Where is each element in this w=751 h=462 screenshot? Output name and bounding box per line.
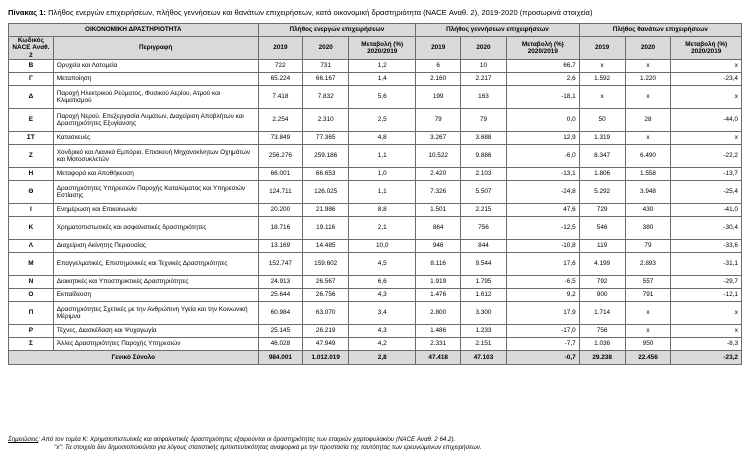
row-active-2020: 66.653 [303,168,349,181]
row-births-2020: 2.217 [461,73,507,86]
row-deaths-2020: 28 [625,109,671,132]
header-births-change: Μεταβολή (%) 2020/2019 [506,37,579,60]
row-births-change: 12,9 [506,132,579,145]
row-active-2019: 152.747 [258,253,303,276]
row-deaths-2019: 756 [579,325,625,338]
row-active-2019: 7.418 [258,86,303,109]
row-deaths-change: -12,1 [671,289,742,302]
row-active-change: 2,1 [349,217,416,240]
table-row [9,338,742,351]
row-births-2019: 946 [416,240,461,253]
row-deaths-2019: 792 [579,276,625,289]
row-code: Ρ [9,325,54,338]
row-deaths-2019: 119 [579,240,625,253]
row-births-change: -7,7 [506,338,579,351]
row-code: Ζ [9,145,54,168]
row-births-2019: 1.501 [416,204,461,217]
row-active-2019: 124.711 [258,181,303,204]
header-births: Πλήθος γεννήσεων επιχειρήσεων [416,24,579,37]
row-deaths-2019: 1.036 [579,338,625,351]
row-active-change: 4,3 [349,325,416,338]
row-active-change: 4,8 [349,132,416,145]
row-description: Χονδρικό και Λιανικό Εμπόριο. Επισκευή Μηχανοκίνητων Οχημάτων και Μοτοσυκλετών [53,145,258,168]
header-deaths-change: Μεταβολή (%) 2020/2019 [671,37,742,60]
row-deaths-change: -22,2 [671,145,742,168]
row-deaths-2019: x [579,60,625,73]
row-births-2020: 9.886 [461,145,507,168]
row-deaths-2020: 950 [625,338,671,351]
row-deaths-change: x [671,302,742,325]
row-deaths-change: -30,4 [671,217,742,240]
total-label: Γενικό Σύνολο [9,351,259,365]
row-description: Παροχή Ηλεκτρικού Ρεύματος, Φυσικού Αερίου, Ατμού και Κλιματισμού [53,86,258,109]
note-line-2: "x": Τα στοιχεία δεν δημοσιοποιούνται για λόγους στατιστικής εμπιστευτικότητας αναφορικά με την προστασία της ταυτότητας των ερευνώμενων επιχειρήσεων. [54,444,482,452]
row-active-change: 10,0 [349,240,416,253]
row-deaths-2020: 3.948 [625,181,671,204]
row-deaths-2019: 5.292 [579,181,625,204]
table-row [9,73,742,86]
row-description: Εκπαίδευση [53,289,258,302]
row-active-2019: 18.716 [258,217,303,240]
total-active-change: 2,8 [349,351,416,365]
row-deaths-2020: 1.220 [625,73,671,86]
row-code: Π [9,302,54,325]
row-births-change: -18,1 [506,86,579,109]
row-births-2019: 7.326 [416,181,461,204]
row-code: Γ [9,73,54,86]
row-active-2019: 256.276 [258,145,303,168]
row-code: Ε [9,109,54,132]
row-deaths-2020: x [625,86,671,109]
row-births-2020: 163 [461,86,507,109]
table-caption [8,8,748,17]
row-births-2020: 9.544 [461,253,507,276]
row-active-2019: 66.001 [258,168,303,181]
total-row [9,351,742,365]
row-deaths-2019: 1.714 [579,302,625,325]
row-deaths-change: -23,4 [671,73,742,86]
header-deaths-2019: 2019 [579,37,625,60]
row-births-2019: 199 [416,86,461,109]
row-active-2020: 26.567 [303,276,349,289]
row-description: Δραστηριότητες Υπηρεσιών Παροχής Καταλύματος και Υπηρεσιών Εστίασης [53,181,258,204]
header-activity: ΟΙΚΟΝΟΜΙΚΗ ΔΡΑΣΤΗΡΙΟΤΗΤΑ [9,24,259,37]
row-births-2020: 2.151 [461,338,507,351]
row-code: Δ [9,86,54,109]
row-deaths-change: -44,0 [671,109,742,132]
row-deaths-change: -13,7 [671,168,742,181]
row-births-2020: 756 [461,217,507,240]
row-active-2020: 126.025 [303,181,349,204]
caption-prefix: Πίνακας 1: [8,8,46,17]
row-deaths-2019: 1.806 [579,168,625,181]
row-code: Ι [9,204,54,217]
row-description: Τέχνες, Διασκέδαση και Ψυχαγωγία [53,325,258,338]
row-deaths-change: x [671,132,742,145]
row-description: Μεταφορά και Αποθήκευση [53,168,258,181]
row-deaths-2020: 430 [625,204,671,217]
row-deaths-change: -41,0 [671,204,742,217]
row-code: Ν [9,276,54,289]
row-active-change: 1,2 [349,60,416,73]
row-deaths-change: -25,4 [671,181,742,204]
header-deaths: Πλήθος θανάτων επιχειρήσεων [579,24,741,37]
table-row [9,289,742,302]
row-active-2020: 66.167 [303,73,349,86]
row-births-2019: 2.160 [416,73,461,86]
table-body [9,60,742,351]
row-active-change: 1,1 [349,181,416,204]
row-births-change: -10,8 [506,240,579,253]
total-births-change: -0,7 [506,351,579,365]
table-row [9,276,742,289]
row-births-2020: 2.215 [461,204,507,217]
row-active-2019: 722 [258,60,303,73]
row-births-change: -6,0 [506,145,579,168]
table-row [9,60,742,73]
row-deaths-2019: 546 [579,217,625,240]
row-code: Σ [9,338,54,351]
row-active-2019: 2.254 [258,109,303,132]
row-code: Η [9,168,54,181]
row-active-2019: 60.984 [258,302,303,325]
row-active-change: 6,6 [349,276,416,289]
row-code: Θ [9,181,54,204]
row-births-change: 2,6 [506,73,579,86]
row-births-2020: 2.103 [461,168,507,181]
row-active-change: 4,3 [349,289,416,302]
row-births-2019: 1.919 [416,276,461,289]
row-description: Χρηματοπιστωτικές και ασφαλιστικές δραστηριότητες [53,217,258,240]
table-row [9,132,742,145]
row-deaths-2019: 900 [579,289,625,302]
row-deaths-change: x [671,60,742,73]
row-births-2020: 5.507 [461,181,507,204]
header-births-2019: 2019 [416,37,461,60]
row-active-change: 1,0 [349,168,416,181]
row-description: Ορυχεία και Λατομεία [53,60,258,73]
header-deaths-2020: 2020 [625,37,671,60]
row-active-change: 4,2 [349,338,416,351]
row-deaths-2020: x [625,132,671,145]
row-deaths-2020: 1.558 [625,168,671,181]
row-births-2020: 10 [461,60,507,73]
note-line-1 [8,436,748,444]
row-births-change: 0,0 [506,109,579,132]
row-deaths-2019: 1.319 [579,132,625,145]
row-active-2019: 73.849 [258,132,303,145]
row-births-change: -24,8 [506,181,579,204]
header-row-columns [9,37,742,60]
row-code: Λ [9,240,54,253]
total-active-2020: 1.012.019 [303,351,349,365]
row-description: Δραστηριότητες Σχετικές με την Ανθρώπινη Υγεία και την Κοινωνική Μέριμνα [53,302,258,325]
row-births-2019: 8.116 [416,253,461,276]
row-deaths-2020: 557 [625,276,671,289]
total-deaths-change: -23,2 [671,351,742,365]
row-deaths-2020: x [625,325,671,338]
row-births-2019: 2.420 [416,168,461,181]
row-active-2020: 14.485 [303,240,349,253]
row-births-2019: 2.331 [416,338,461,351]
row-description: Διοικητικές και Υποστηρικτικές Δραστηριότητες [53,276,258,289]
row-births-2020: 1.233 [461,325,507,338]
row-births-2019: 10.522 [416,145,461,168]
row-deaths-2019: 729 [579,204,625,217]
total-deaths-2020: 22.456 [625,351,671,365]
row-code: Κ [9,217,54,240]
row-births-2019: 1.476 [416,289,461,302]
row-births-change: 17,9 [506,302,579,325]
row-description: Παροχή Νερού. Επεξεργασία Λυμάτων, Διαχείριση Αποβλήτων και Δραστηριότητες Εξυγίανσης [53,109,258,132]
row-deaths-change: x [671,86,742,109]
row-deaths-2019: x [579,86,625,109]
row-births-2019: 1.486 [416,325,461,338]
row-active-change: 5,6 [349,86,416,109]
header-code: Κωδικός NACE Αναθ. 2 [9,37,54,60]
table-row [9,168,742,181]
row-births-2020: 1.612 [461,289,507,302]
table-row [9,204,742,217]
table-row [9,253,742,276]
row-active-change: 1,4 [349,73,416,86]
row-code: Β [9,60,54,73]
total-active-2019: 984.001 [258,351,303,365]
row-deaths-2020: x [625,60,671,73]
row-description: Επαγγελματικές, Επιστημονικές και Τεχνικές Δραστηριότητες [53,253,258,276]
row-active-2020: 63.070 [303,302,349,325]
row-births-change: 9,2 [506,289,579,302]
notes-label: Σημειώσεις [8,436,39,443]
row-description: Ενημέρωση και Επικοινωνία [53,204,258,217]
row-births-change: 17,6 [506,253,579,276]
row-deaths-2020: 6.490 [625,145,671,168]
row-active-change: 8,8 [349,204,416,217]
header-active-2019: 2019 [258,37,303,60]
table-row [9,109,742,132]
row-active-2020: 7.832 [303,86,349,109]
table-row [9,325,742,338]
row-births-change: 47,6 [506,204,579,217]
row-births-2020: 3.688 [461,132,507,145]
row-deaths-2020: 380 [625,217,671,240]
row-births-2019: 864 [416,217,461,240]
table-row [9,86,742,109]
row-births-change: -17,0 [506,325,579,338]
row-active-2020: 731 [303,60,349,73]
row-description: Μεταποίηση [53,73,258,86]
row-active-2020: 26.756 [303,289,349,302]
row-deaths-2020: 79 [625,240,671,253]
table-row [9,217,742,240]
row-births-change: -6,5 [506,276,579,289]
row-deaths-2020: 2.893 [625,253,671,276]
row-active-2020: 159.602 [303,253,349,276]
row-code: Μ [9,253,54,276]
table-notes [8,436,748,453]
row-births-2020: 79 [461,109,507,132]
total-births-2019: 47.418 [416,351,461,365]
row-births-change: -13,1 [506,168,579,181]
total-births-2020: 47.103 [461,351,507,365]
row-births-2019: 3.267 [416,132,461,145]
header-active-change: Μεταβολή (%) 2020/2019 [349,37,416,60]
row-births-2019: 79 [416,109,461,132]
row-active-2020: 2.310 [303,109,349,132]
row-active-2020: 21.986 [303,204,349,217]
row-active-change: 3,4 [349,302,416,325]
row-births-change: -12,5 [506,217,579,240]
row-active-2019: 13.169 [258,240,303,253]
row-active-change: 2,5 [349,109,416,132]
row-deaths-2019: 4.199 [579,253,625,276]
header-active-2020: 2020 [303,37,349,60]
table-row [9,181,742,204]
header-active-enterprises: Πλήθος ενεργών επιχειρήσεων [258,24,416,37]
row-active-2019: 25.644 [258,289,303,302]
row-code: Ο [9,289,54,302]
header-description: Περιγραφή [53,37,258,60]
row-active-2020: 19.116 [303,217,349,240]
row-active-change: 1,1 [349,145,416,168]
row-deaths-change: -8,3 [671,338,742,351]
row-births-change: 66,7 [506,60,579,73]
caption-text: Πλήθος ενεργών επιχειρήσεων, πλήθος γεννήσεων και θανάτων επιχειρήσεων, κατά οικονομική δραστηριότητα (NACE Αναθ. 2), 2019-2020 (προσωρινά στοιχεία) [45,8,593,17]
row-births-2019: 6 [416,60,461,73]
row-description: Κατασκευές [53,132,258,145]
total-deaths-2019: 29.238 [579,351,625,365]
row-births-2020: 3.300 [461,302,507,325]
table-row [9,240,742,253]
row-deaths-2019: 8.347 [579,145,625,168]
header-row-groups [9,24,742,37]
table-row [9,145,742,168]
table-row [9,302,742,325]
row-births-2020: 1.795 [461,276,507,289]
row-active-2020: 259.186 [303,145,349,168]
row-deaths-2020: x [625,302,671,325]
row-deaths-change: x [671,325,742,338]
row-births-2020: 844 [461,240,507,253]
row-deaths-2019: 50 [579,109,625,132]
row-code: ΣΤ [9,132,54,145]
row-deaths-change: -29,7 [671,276,742,289]
row-active-change: 4,5 [349,253,416,276]
row-description: Άλλες Δραστηριότητες Παροχής Υπηρεσιών [53,338,258,351]
row-deaths-2020: 791 [625,289,671,302]
row-deaths-2019: 1.592 [579,73,625,86]
row-description: Διαχείριση Ακίνητης Περιουσίας [53,240,258,253]
row-active-2019: 65.224 [258,73,303,86]
business-demography-table [8,23,742,365]
row-active-2019: 46.028 [258,338,303,351]
note-text-1: : Από τον τομέα Κ: Χρηματοπιστωτικές και ασφαλιστικές δραστηριότητες εξαιρούνται οι δραστηριότητες των εταιριών χαρτοφυλακίου (NACE Αναθ. 2 64.2). [38,436,456,443]
row-active-2020: 26.219 [303,325,349,338]
row-active-2019: 20.200 [258,204,303,217]
row-active-2020: 47.949 [303,338,349,351]
row-births-2019: 2.800 [416,302,461,325]
row-deaths-change: -33,6 [671,240,742,253]
header-births-2020: 2020 [461,37,507,60]
row-deaths-change: -31,1 [671,253,742,276]
row-active-2019: 25.145 [258,325,303,338]
row-active-2019: 24.913 [258,276,303,289]
row-active-2020: 77.365 [303,132,349,145]
